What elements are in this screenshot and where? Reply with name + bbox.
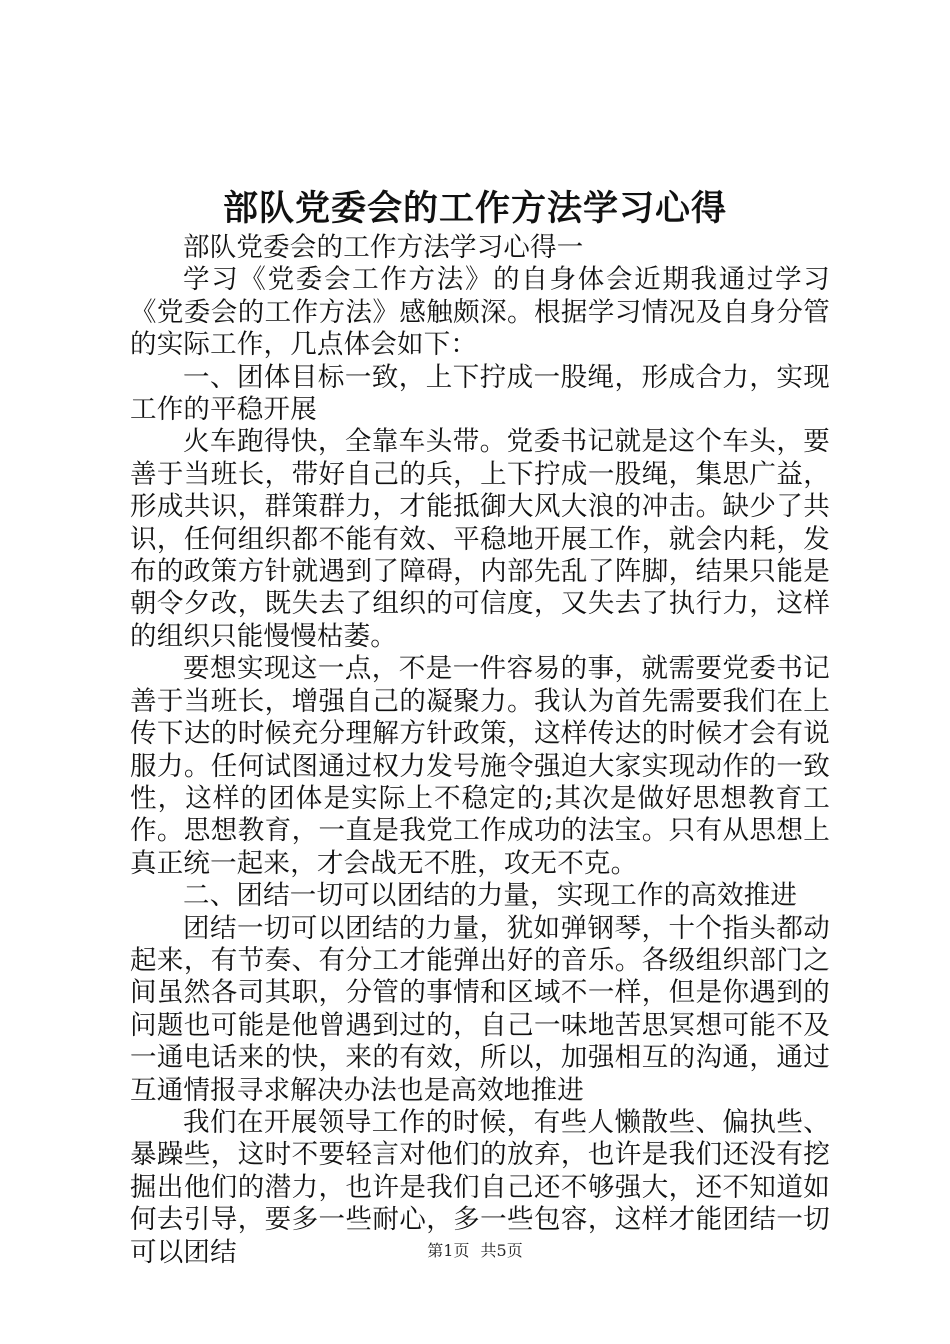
paragraph-subtitle: 部队党委会的工作方法学习心得一 <box>183 232 584 263</box>
page-number: 第1页 <box>427 1241 470 1260</box>
section-heading-2: 二、团结一切可以团结的力量，实现工作的高效推进 <box>183 880 798 912</box>
paragraph-train-analogy: 火车跑得快，全靠车头带。党委书记就是这个车头，要善于当班长，带好自己的兵，上下拧成一股绳，集思广益，形成共识，群策群力，才能抵御大风大浪的冲击。缺少了共识，任何组织都不能有效、平稳地开展工作，就会内耗，发布的政策方针就遇到了障碍，内部先乱了阵脚，结果只能是朝令夕改，既失去了组织的可信度，又失去了执行力，这样的组织只能慢慢枯萎。 <box>130 426 830 652</box>
paragraph-piano-analogy: 团结一切可以团结的力量，犹如弹钢琴，十个指头都动起来，有节奏、有分工才能弹出好的音乐。各级组织部门之间虽然各司其职，分管的事情和区域不一样，但是你遇到的问题也可能是他曾遇到过的，自己一味地苦思冥想可能不及一通电话来的快，来的有效，所以，加强相互的沟通，通过互通情报寻求解决办法也是高效地推进 <box>130 912 830 1106</box>
document-title: 部队党委会的工作方法学习心得 <box>222 188 727 229</box>
document-body <box>130 232 830 1269</box>
paragraph-cohesion: 要想实现这一点，不是一件容易的事，就需要党委书记善于当班长，增强自己的凝聚力。我认为首先需要我们在上传下达的时候充分理解方针政策，这样传达的时候才会有说服力。任何试图通过权力发号施令强迫大家实现动作的一致性，这样的团体是实际上不稳定的;其次是做好思想教育工作。思想教育，一直是我党工作成功的法宝。只有从思想上真正统一起来，才会战无不胜，攻无不克。 <box>130 653 830 879</box>
page-footer <box>0 1240 950 1262</box>
section-heading-1: 一、团体目标一致，上下拧成一股绳，形成合力，实现工作的平稳开展 <box>130 361 830 426</box>
paragraph-intro: 学习《党委会工作方法》的自身体会近期我通过学习《党委会的工作方法》感触颇深。根据学习情况及自身分管的实际工作，几点体会如下： <box>130 264 830 361</box>
paragraph-patience: 我们在开展领导工作的时候，有些人懒散些、偏执些、暴躁些，这时不要轻言对他们的放弃，也许是我们还没有挖掘出他们的潜力，也许是我们自己还不够强大，还不知道如何去引导，要多一些耐心，多一些包容，这样才能团结一切可以团结 <box>130 1106 830 1268</box>
page-total: 共5页 <box>480 1241 523 1260</box>
